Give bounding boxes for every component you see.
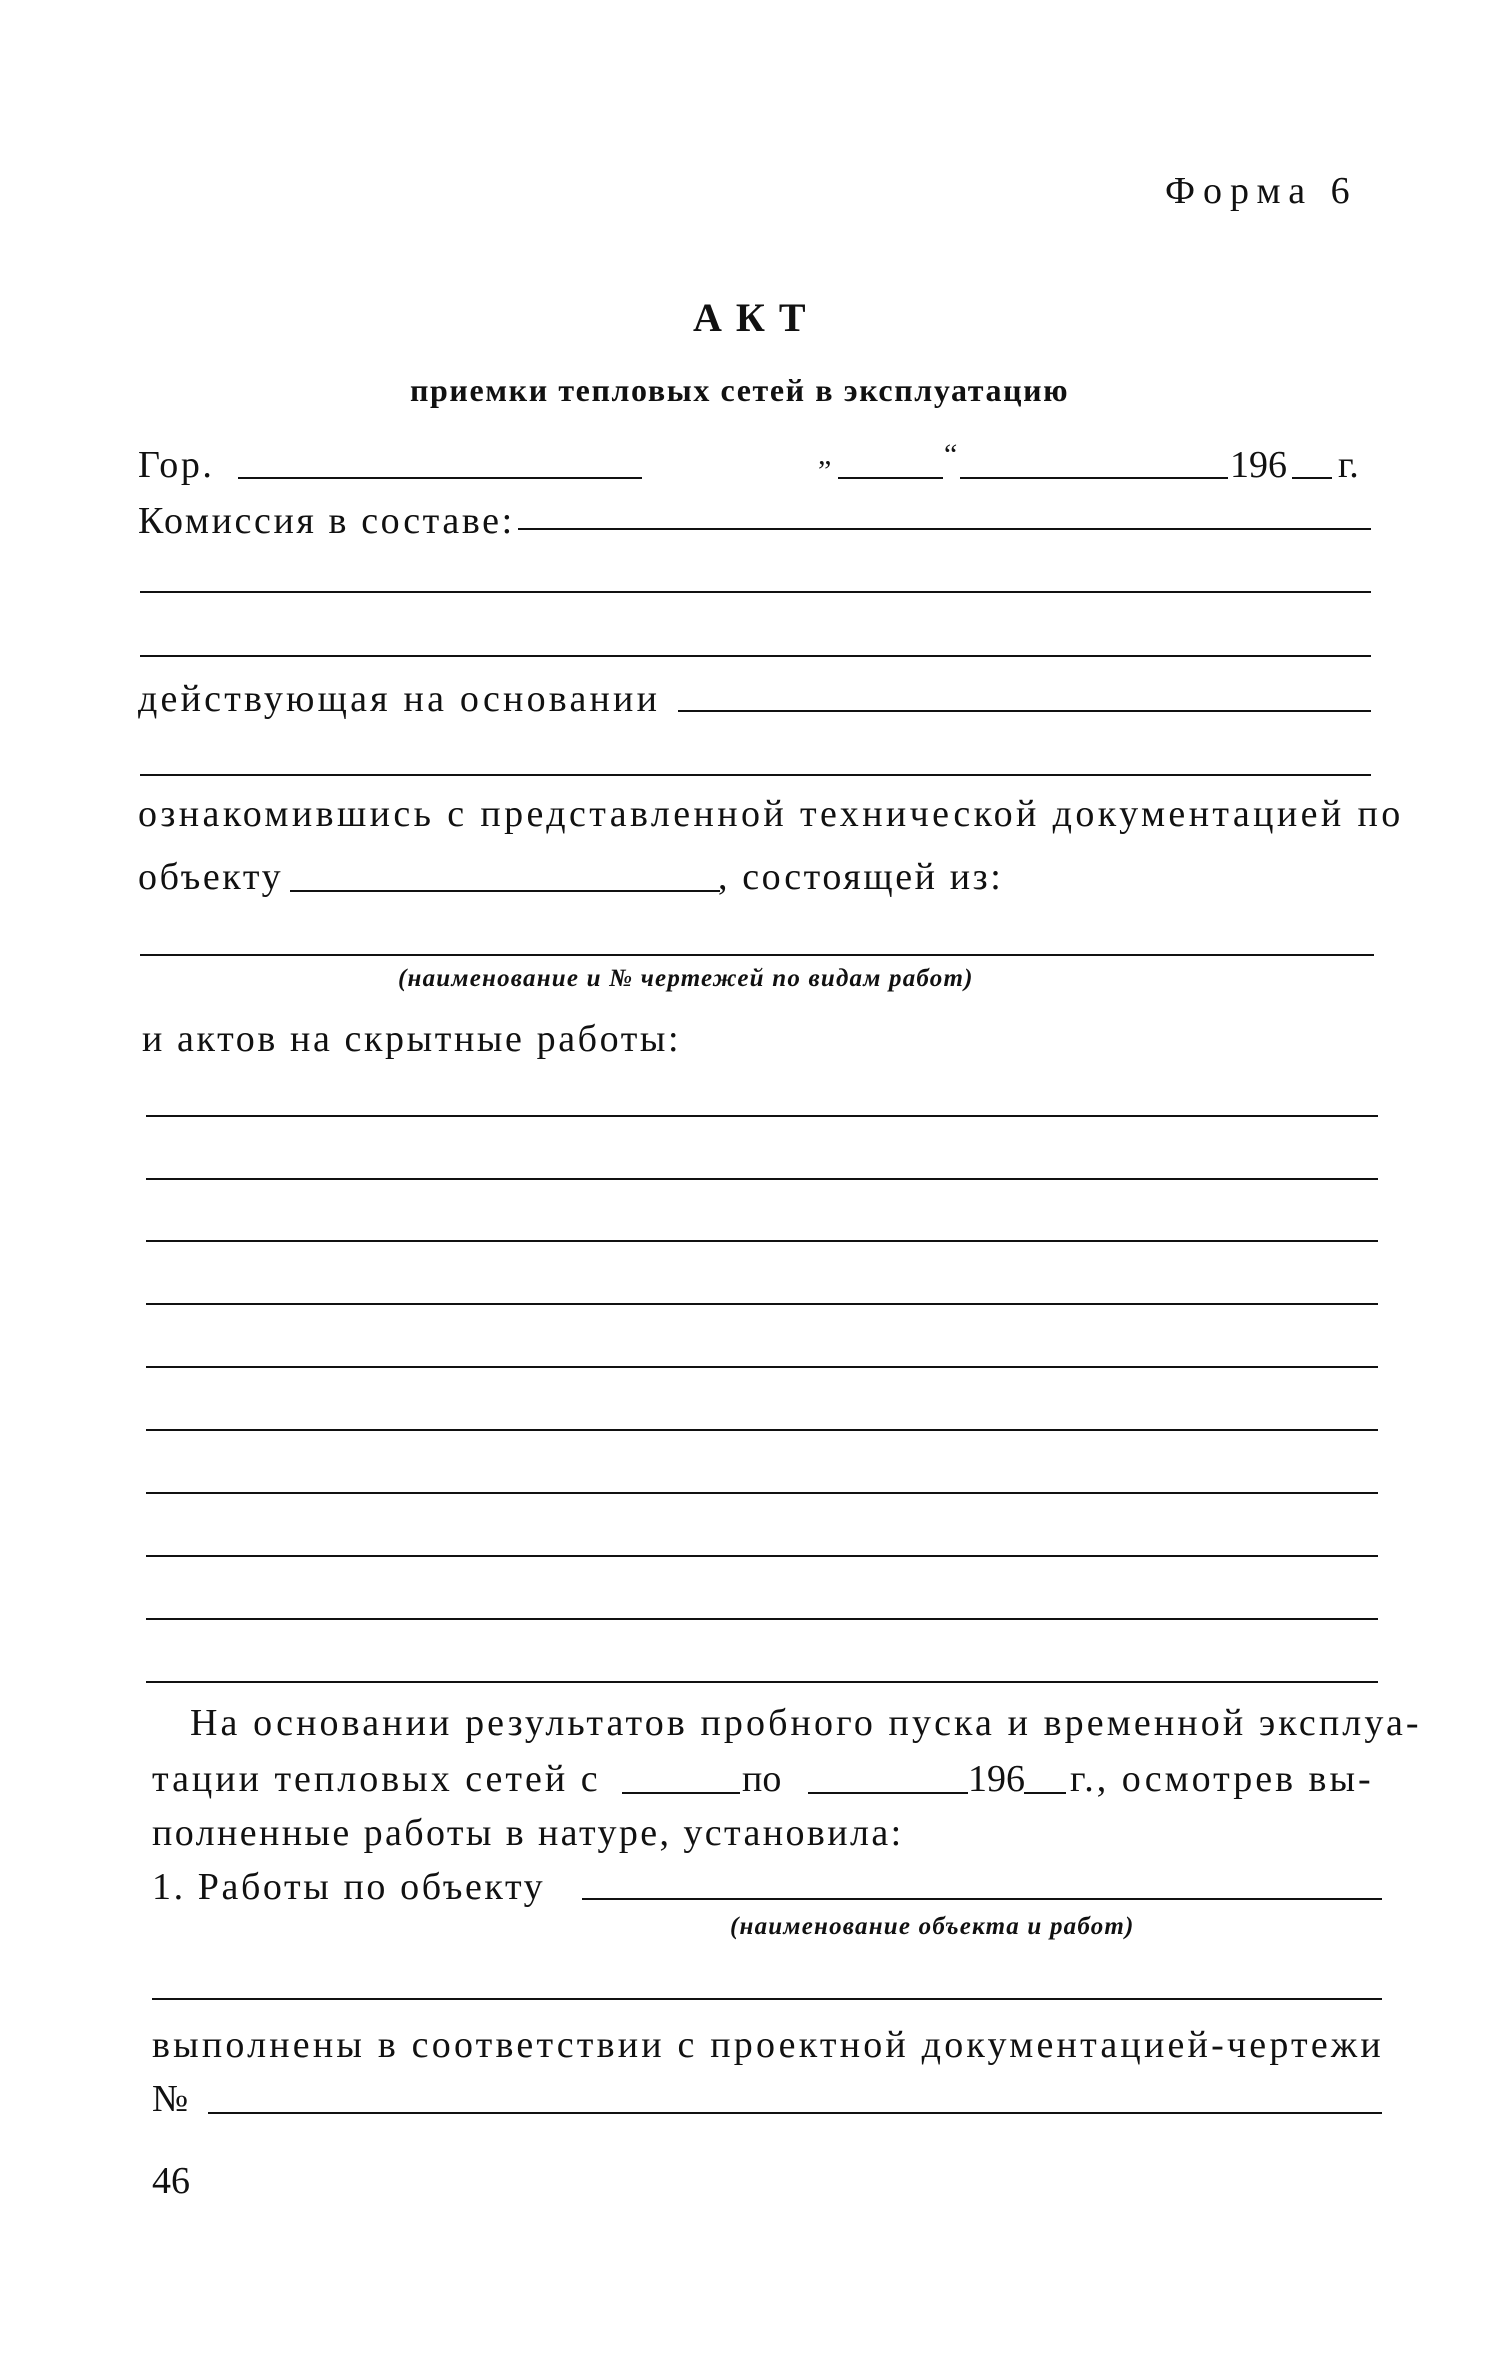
results-line-2-year: 196	[968, 1758, 1025, 1800]
hidden-works-field-5[interactable]	[146, 1366, 1378, 1368]
hidden-works-field-4[interactable]	[146, 1303, 1378, 1305]
drawing-number-field[interactable]	[208, 2112, 1382, 2114]
hidden-works-field-7[interactable]	[146, 1492, 1378, 1494]
item-1-object-field-2[interactable]	[152, 1998, 1382, 2000]
end-date-field[interactable]	[808, 1792, 968, 1794]
results-line-1: На основании результатов пробного пуска и временной эксплуа-	[190, 1702, 1422, 1744]
results-year-field[interactable]	[1024, 1792, 1066, 1794]
hidden-works-field-8[interactable]	[146, 1555, 1378, 1557]
document-title: АКТ	[693, 295, 820, 340]
drawings-note: (наименование и № чертежей по видам работ)	[398, 965, 974, 992]
year-suffix: г.	[1338, 444, 1359, 486]
docs-line-1: ознакомившись с представленной технической документацией по	[138, 793, 1404, 835]
object-note: (наименование объекта и работ)	[730, 1913, 1135, 1940]
acting-basis-label: действующая на основании	[138, 678, 661, 720]
city-label: Гор.	[138, 444, 215, 486]
drawings-field[interactable]	[140, 954, 1374, 956]
year-field[interactable]	[1292, 477, 1332, 479]
item-1-object-field[interactable]	[582, 1898, 1382, 1900]
document-subtitle: приемки тепловых сетей в эксплуатацию	[410, 372, 1070, 408]
results-line-2-po: по	[742, 1758, 782, 1800]
commission-label: Комиссия в составе:	[138, 500, 515, 542]
city-field[interactable]	[238, 477, 642, 479]
item-1-label: 1. Работы по объекту	[152, 1866, 546, 1908]
commission-field-1[interactable]	[518, 528, 1371, 530]
commission-field-3[interactable]	[140, 655, 1371, 657]
hidden-works-label: и актов на скрытные работы:	[142, 1018, 682, 1060]
hidden-works-field-10[interactable]	[146, 1681, 1378, 1683]
page-number: 46	[152, 2160, 190, 2202]
hidden-works-field-6[interactable]	[146, 1429, 1378, 1431]
hidden-works-field-3[interactable]	[146, 1240, 1378, 1242]
results-line-2b: г., осмотрев вы-	[1070, 1758, 1374, 1800]
start-date-field[interactable]	[622, 1792, 740, 1794]
date-quote-close: “	[944, 438, 958, 471]
hidden-works-field-1[interactable]	[146, 1115, 1378, 1117]
object-field[interactable]	[290, 890, 720, 892]
date-quote-open: „	[818, 438, 832, 471]
compliance-line: выполнены в соответствии с проектной документацией-чертежи	[152, 2024, 1384, 2066]
acting-basis-field[interactable]	[678, 710, 1371, 712]
acting-basis-field-2[interactable]	[140, 774, 1371, 776]
month-field[interactable]	[960, 477, 1228, 479]
year-prefix: 196	[1230, 444, 1287, 486]
commission-field-2[interactable]	[140, 591, 1371, 593]
number-sign: №	[152, 2078, 189, 2120]
day-field[interactable]	[838, 477, 943, 479]
results-line-2a: тации тепловых сетей с	[152, 1758, 601, 1800]
results-line-3: полненные работы в натуре, установила:	[152, 1812, 904, 1854]
hidden-works-field-2[interactable]	[146, 1178, 1378, 1180]
hidden-works-field-9[interactable]	[146, 1618, 1378, 1620]
object-label: объекту	[138, 856, 284, 898]
consisting-of-label: , состоящей из:	[718, 856, 1004, 898]
form-label: Форма 6	[1165, 170, 1358, 212]
